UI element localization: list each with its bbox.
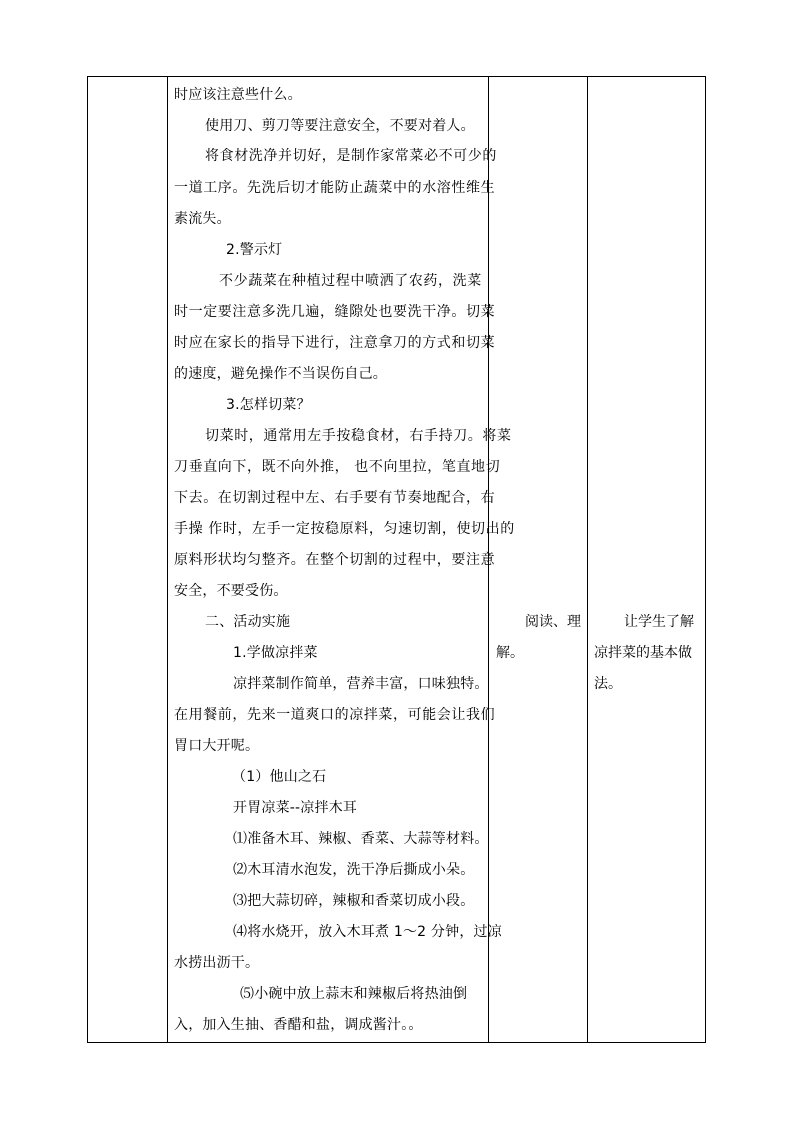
student-activity-cell <box>489 77 588 1043</box>
design-intent-cell <box>588 77 706 1043</box>
design-intent-line: 凉拌菜的基本做 <box>594 645 692 661</box>
step-line: ⑴准备木耳、辣椒、香菜、大蒜等材料。 <box>233 831 489 847</box>
content-line: 刀垂直向下，既不向外推， 也不向里拉，笔直地切 <box>174 459 501 475</box>
content-line: 使用刀、剪刀等要注意安全，不要对着人。 <box>205 118 475 134</box>
lesson-table <box>87 76 706 1043</box>
content-line: 时应在家长的指导下进行，注意拿刀的方式和切菜 <box>174 335 496 351</box>
content-heading: 2.警示灯 <box>226 242 283 258</box>
step-line: 水捞出沥干。 <box>174 955 260 971</box>
step-line: ⑵木耳清水泡发，洗干净后撕成小朵。 <box>233 862 475 878</box>
step-line: ⑶把大蒜切碎，辣椒和香菜切成小段。 <box>233 893 475 909</box>
content-line: 下去。在切割过程中左、右手要有节奏地配合，右 <box>174 490 496 506</box>
content-line: 凉拌菜制作简单，营养丰富，口味独特。 <box>233 676 489 692</box>
step-line: ⑷将水烧开，放入木耳煮 1～2 分钟，过凉 <box>233 924 502 940</box>
teaching-content-cell <box>168 77 515 1043</box>
content-line: 将食材洗净并切好，是制作家常菜必不可少的 <box>205 148 497 164</box>
content-line: 胃口大开呢。 <box>174 738 260 754</box>
design-intent-line: 法。 <box>594 676 622 692</box>
design-intent-line: 让学生了解 <box>624 614 694 630</box>
section-heading: 二、活动实施 <box>205 614 291 630</box>
student-activity-line: 解。 <box>496 645 524 661</box>
table-row <box>88 77 706 1043</box>
step-line: ⑸小碗中放上蒜末和辣椒后将热油倒 <box>240 986 468 1002</box>
content-line: 时应该注意些什么。 <box>174 87 302 103</box>
content-line: 切菜时，通常用左手按稳食材，右手持刀。将菜 <box>205 428 512 444</box>
section-column-cell <box>88 77 168 1043</box>
content-heading: 1.学做凉拌菜 <box>233 645 318 661</box>
student-activity-line: 阅读、理 <box>525 614 581 630</box>
content-line: 一道工序。先洗后切才能防止蔬菜中的水溶性维生 <box>174 180 496 196</box>
content-heading: 3.怎样切菜？ <box>226 397 311 413</box>
content-line: 原料形状均匀整齐。在整个切割的过程中，要注意 <box>174 552 496 568</box>
content-line: 素流失。 <box>174 211 231 227</box>
content-line: 不少蔬菜在种植过程中喷洒了农药，洗菜 <box>219 273 482 289</box>
content-heading: （1）他山之石 <box>232 769 327 785</box>
content-line: 时一定要注意多洗几遍，缝隙处也要洗干净。切菜 <box>174 304 496 320</box>
step-line: 入，加入生抽、香醋和盐，调成酱汁。。 <box>174 1017 423 1033</box>
content-line: 的速度，避免操作不当误伤自己。 <box>174 366 387 382</box>
content-line: 在用餐前，先来一道爽口的凉拌菜，可能会让我们 <box>174 707 496 723</box>
content-line: 安全，不要受伤。 <box>174 583 288 599</box>
content-line: 开胃凉菜--凉拌木耳 <box>233 800 358 816</box>
content-line: 手操 作时，左手一定按稳原料，匀速切割，使切出的 <box>174 521 515 537</box>
